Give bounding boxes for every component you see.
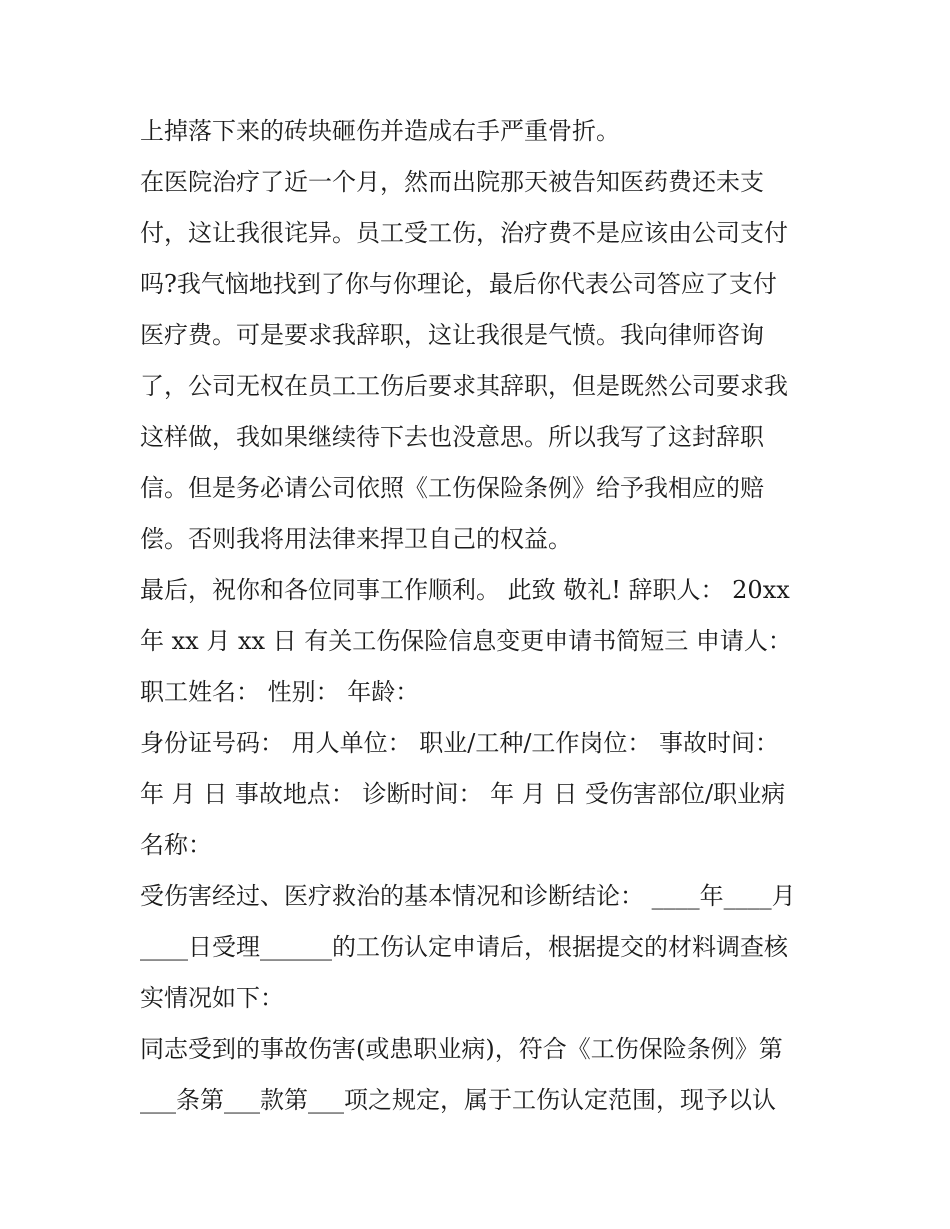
text-line: 吗?我气恼地找到了你与你理论，最后你代表公司答应了支付 <box>140 270 777 298</box>
text-line: 年 月 日 事故地点： 诊断时间： 年 月 日 受伤害部位/职业病 <box>140 780 786 808</box>
text-line: 实情况如下： <box>140 984 284 1012</box>
text-line: 职工姓名： 性别： 年龄： <box>140 678 420 706</box>
text-line: 信。但是务必请公司依照《工伤保险条例》给予我相应的赔 <box>140 474 764 502</box>
text-line: 身份证号码： 用人单位： 职业/工种/工作岗位： 事故时间： <box>140 729 780 757</box>
text-line: 上掉落下来的砖块砸伤并造成右手严重骨折。 <box>140 117 620 145</box>
text-line: ___条第___款第___项之规定，属于工伤认定范围，现予以认 <box>140 1086 776 1114</box>
text-line: 年 xx 月 xx 日 有关工伤保险信息变更申请书简短三 申请人： <box>140 627 792 655</box>
text-line: 同志受到的事故伤害(或患职业病)，符合《工伤保险条例》第 <box>140 1035 783 1063</box>
text-line: 偿。否则我将用法律来捍卫自己的权益。 <box>140 525 572 553</box>
text-line: 付，这让我很诧异。员工受工伤，治疗费不是应该由公司支付 <box>140 219 788 247</box>
text-line: ____日受理______的工伤认定申请后，根据提交的材料调查核 <box>140 933 788 961</box>
text-line: 医疗费。可是要求我辞职，这让我很是气愤。我向律师咨询 <box>140 321 764 349</box>
text-line: 了，公司无权在员工工伤后要求其辞职，但是既然公司要求我 <box>140 372 788 400</box>
text-line: 这样做，我如果继续待下去也没意思。所以我写了这封辞职 <box>140 423 764 451</box>
text-line: 名称： <box>140 831 212 859</box>
text-line: 最后，祝你和各位同事工作顺利。 此致 敬礼! 辞职人： 20xx <box>140 576 790 604</box>
text-line: 受伤害经过、医疗救治的基本情况和诊断结论： ____年____月 <box>140 882 796 910</box>
document-body <box>140 106 820 1126</box>
text-line: 在医院治疗了近一个月，然而出院那天被告知医药费还未支 <box>140 168 764 196</box>
